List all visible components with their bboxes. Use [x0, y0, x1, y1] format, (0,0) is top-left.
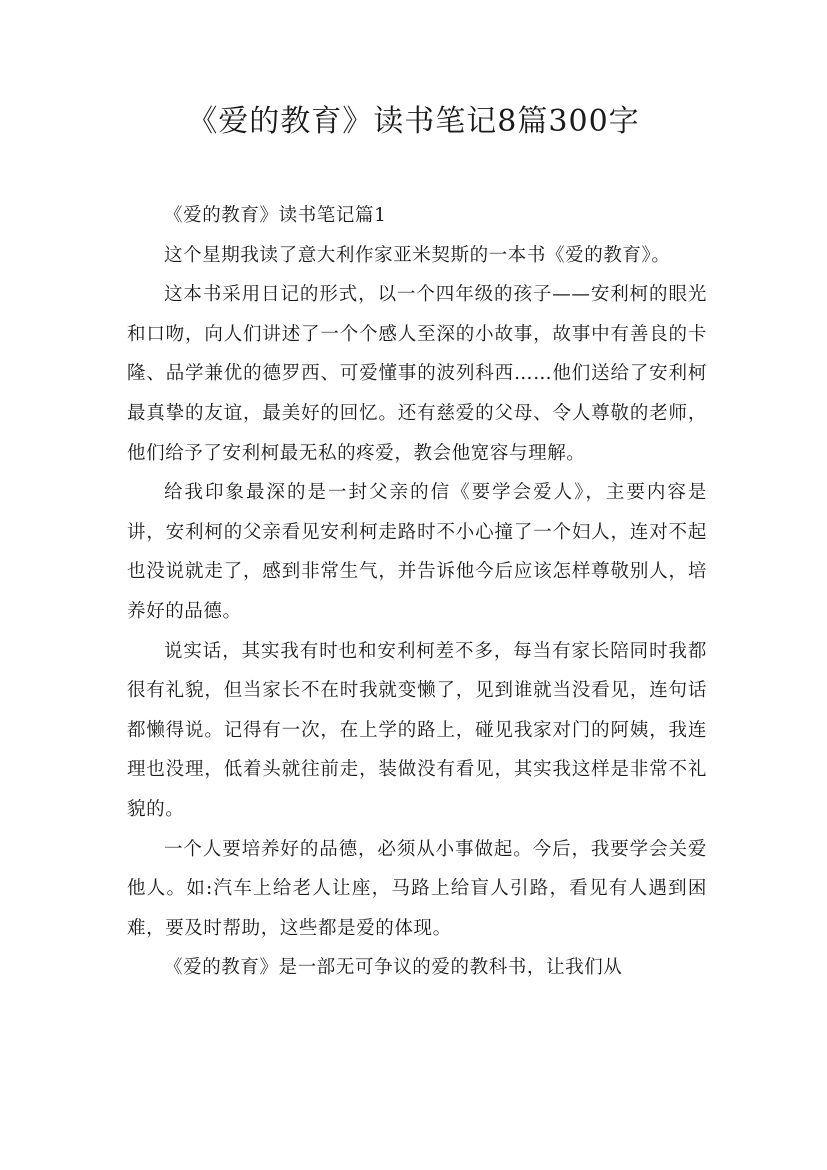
paragraph: 这本书采用日记的形式，以一个四年级的孩子——安利柯的眼光和口吻，向人们讲述了一个个感人至深的小故事，故事中有善良的卡隆、品学兼优的德罗西、可爱懂事的波列科西……他们送给了安利柯最真挚的友谊，最美好的回忆。还有慈爱的父母、令人尊敬的老师，他们给予了安利柯最无私的疼爱，教会他宽容与理解。 [127, 284, 707, 464]
document-title: 《爱的教育》读书笔记8篇300字 [187, 104, 640, 139]
paragraph: 一个人要培养好的品德，必须从小事做起。今后，我要学会关爱他人。如:汽车上给老人让座，马路上给盲人引路，看见有人遇到困难，要及时帮助，这些都是爱的体现。 [127, 838, 707, 939]
paragraph: 这个星期我读了意大利作家亚米契斯的一本书《爱的教育》。 [164, 244, 671, 266]
paragraph: 《爱的教育》是一部无可争议的爱的教科书，让我们从 [164, 957, 623, 979]
paragraph: 给我印象最深的是一封父亲的信《要学会爱人》，主要内容是讲，安利柯的父亲看见安利柯走路时不小心撞了一个妇人，连对不起也没说就走了，感到非常生气，并告诉他今后应该怎样尊敬别人，培养好的品德。 [127, 482, 707, 622]
section-heading: 《爱的教育》读书笔记篇1 [164, 205, 387, 226]
document-body [127, 196, 707, 988]
paragraph: 说实话，其实我有时也和安利柯差不多，每当有家长陪同时我都很有礼貌，但当家长不在时我就变懒了，见到谁就当没看见，连句话都懒得说。记得有一次，在上学的路上，碰见我家对门的阿姨，我连理也没理，低着头就往前走，装做没有看见，其实我这样是非常不礼貌的。 [127, 640, 707, 820]
